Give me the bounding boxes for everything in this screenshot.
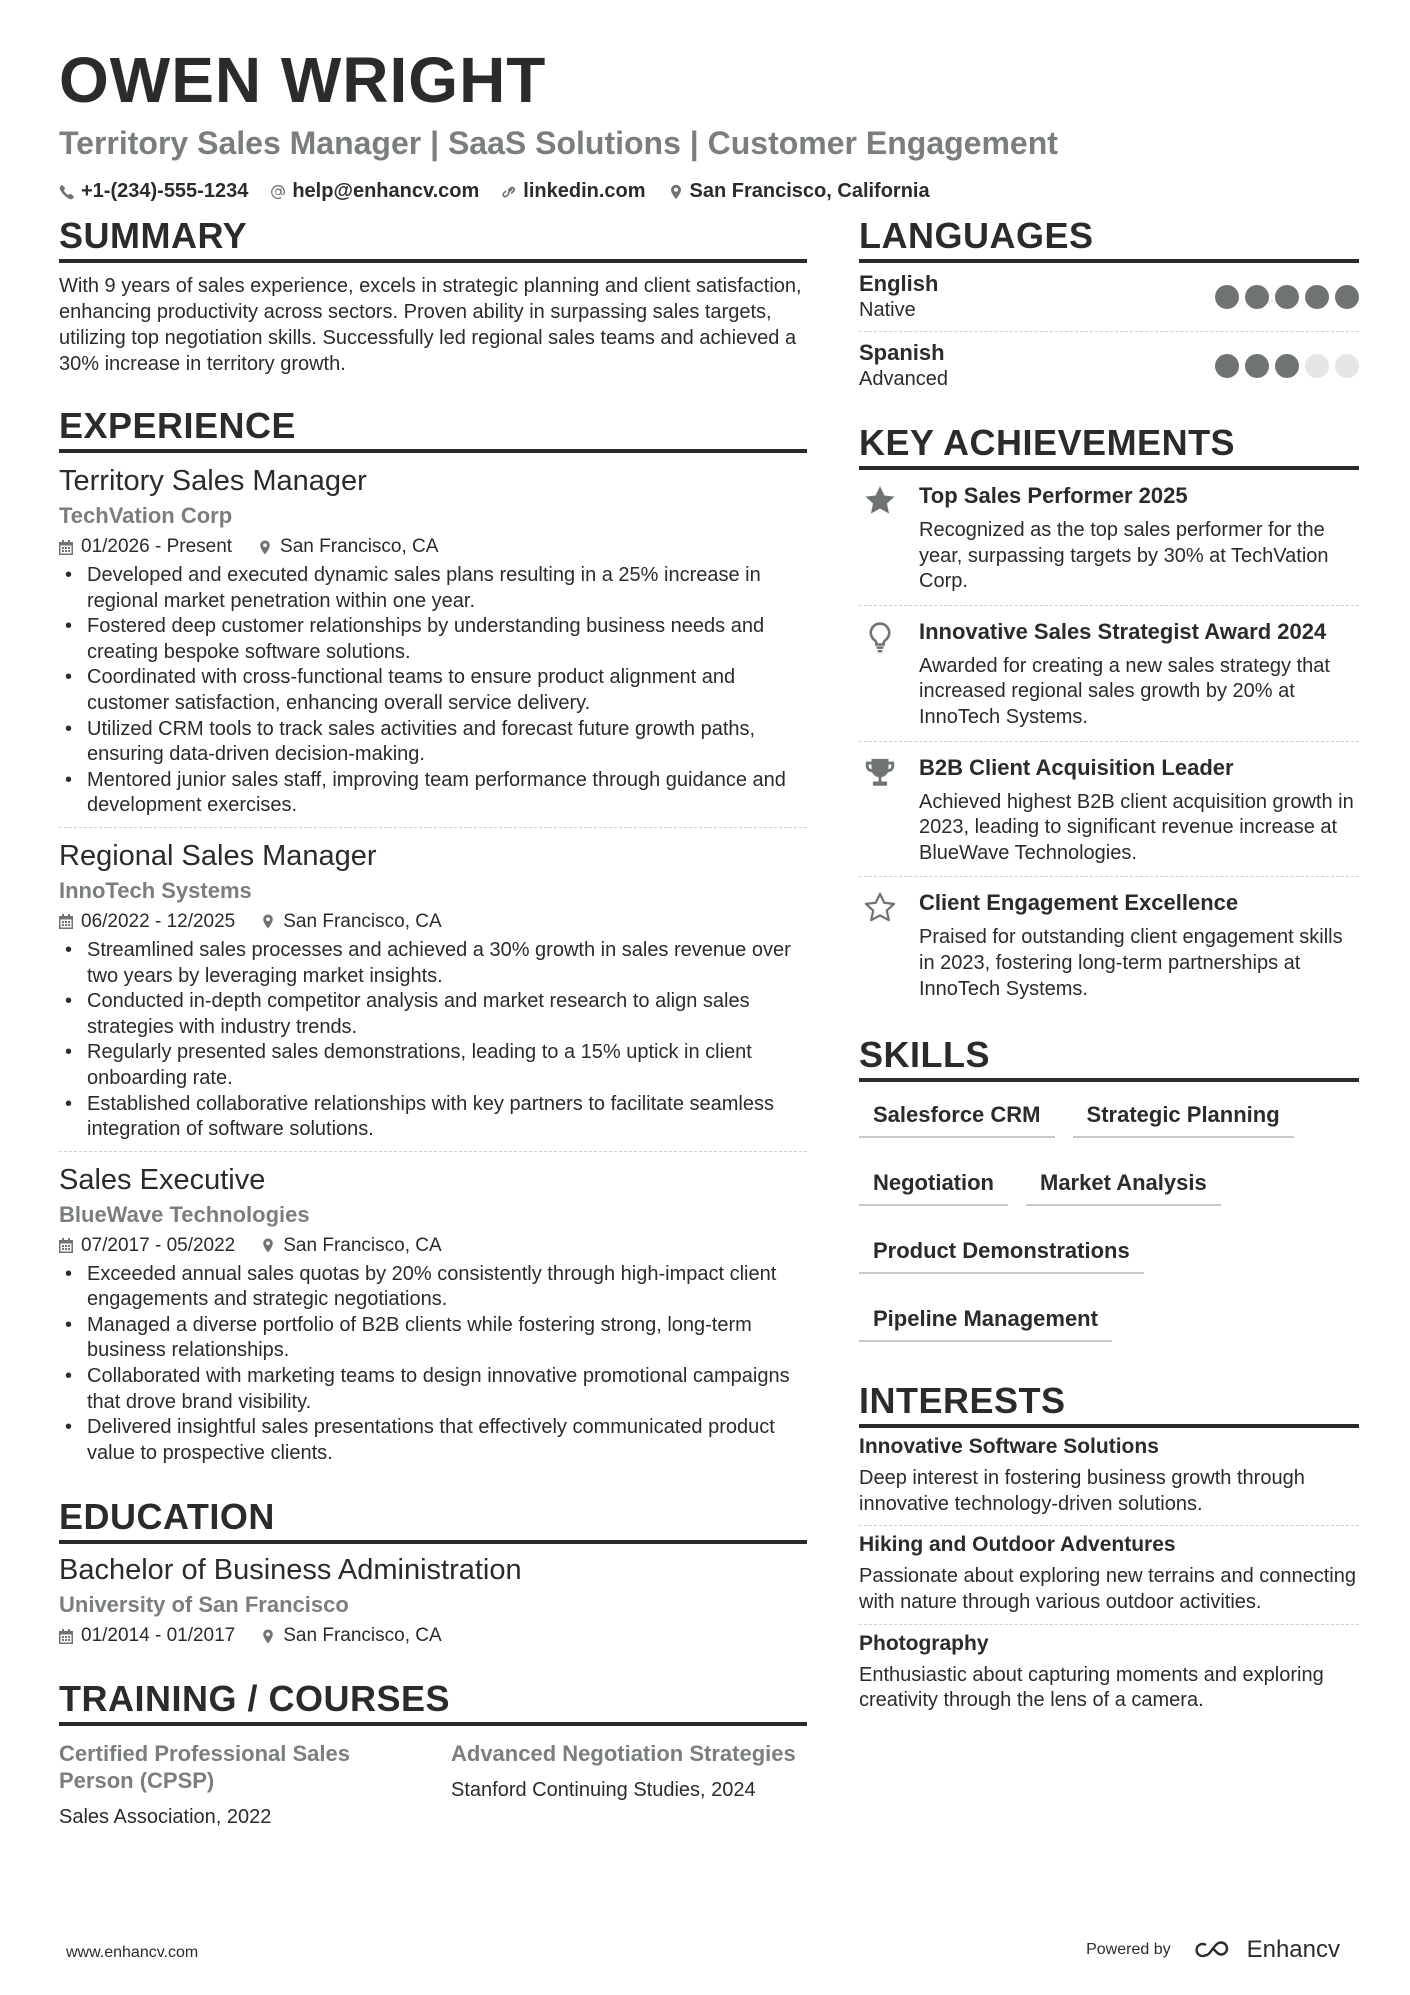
job-title: Territory Sales Manager [59,465,367,497]
languages-heading: LANGUAGES [859,215,1359,263]
contact-linkedin[interactable] [501,180,645,203]
language-item [859,263,1359,332]
footer-branding [1086,1936,1340,1964]
star-outline-icon [863,891,897,925]
course-item [451,1740,803,1830]
job-bullets [59,563,807,819]
enhancv-logo-icon [1193,1938,1239,1962]
job-location-text: San Francisco, CA [283,1234,442,1256]
job-dates [59,535,232,559]
job-meta [59,535,807,559]
achievement-description: Recognized as the top sales performer for the year, surpassing targets by 30% at TechVation Corp. [919,519,1329,593]
rating-dot-filled [1305,285,1329,309]
bullet-item: • Collaborated with marketing teams to design innovative promotional campaigns that drove brand visibility. [59,1364,807,1415]
education-meta [59,1624,807,1648]
education-location-text: San Francisco, CA [283,1625,442,1647]
location-text: San Francisco, California [689,180,930,202]
trophy-icon [863,756,897,790]
education-dates-text: 01/2014 - 01/2017 [81,1625,236,1647]
job-title: Sales Executive [59,1163,266,1196]
candidate-name: OWEN WRIGHT [59,44,547,116]
job-dates [59,1234,235,1258]
bullet-item: • Utilized CRM tools to track sales activities and forecast future growth paths, ensuring data-driven decision-making. [59,717,807,768]
bullet-item: • Delivered insightful sales presentations that effectively communicated product value to prospective clients. [59,1415,807,1466]
achievement-item [859,877,1359,1012]
experience-item [59,453,807,828]
lightbulb-icon [863,620,897,654]
experience-heading: EXPERIENCE [59,405,807,453]
calendar-icon [59,540,73,555]
phone-text: +1-(234)-555-1234 [81,180,249,202]
job-meta [59,1234,807,1258]
interest-title: Hiking and Outdoor Adventures [859,1533,1176,1557]
location-pin-icon [668,184,684,200]
interest-item [859,1625,1359,1722]
education-dates [59,1624,235,1648]
contact-email[interactable] [270,180,479,203]
candidate-headline: Territory Sales Manager | SaaS Solutions | Customer Engagement [59,125,1058,161]
rating-dot-filled [1245,285,1269,309]
course-provider: Stanford Continuing Studies, 2024 [451,1779,756,1802]
job-bullets [59,1262,807,1467]
course-item [59,1740,411,1830]
job-bullets [59,938,807,1143]
interest-item [859,1428,1359,1526]
skill-tag: Salesforce CRM [859,1086,1055,1138]
interest-description: Deep interest in fostering business growth through innovative technology-driven solutions. [859,1467,1305,1515]
language-name: Spanish [859,340,945,365]
experience-item [59,1152,807,1475]
skill-tag: Product Demonstrations [859,1222,1144,1274]
summary-heading: SUMMARY [59,215,807,263]
achievement-title: Client Engagement Excellence [919,890,1239,916]
company-name: BlueWave Technologies [59,1201,310,1227]
skill-tag: Pipeline Management [859,1290,1112,1342]
bullet-item: • Streamlined sales processes and achieved a 30% growth in sales revenue over two years by leveraging market insights. [59,938,807,989]
achievement-description: Awarded for creating a new sales strategy that increased regional sales growth by 20% at InnoTech Systems. [919,654,1330,728]
achievement-title: Innovative Sales Strategist Award 2024 [919,618,1327,644]
job-dates-text: 01/2026 - Present [81,536,233,557]
language-rating [1215,285,1359,309]
course-provider: Sales Association, 2022 [59,1806,272,1829]
summary-text: With 9 years of sales experience, excels in strategic planning and client satisfaction, enhancing productivity across sectors. Proven ability in surpassing sales targets, utilizing top negotiation skills. Successfully led regional sales teams and achieved a 30% increase in territory growth. [59,275,802,375]
bullet-item: • Conducted in-depth competitor analysis and market research to align sales strategies with industry trends. [59,989,807,1040]
summary-section [59,215,807,377]
email-text: help@enhancv.com [292,180,480,202]
left-column [59,215,807,1852]
job-location-text: San Francisco, CA [283,910,442,932]
job-location [261,1234,441,1258]
interests-heading: INTERESTS [859,1380,1359,1428]
powered-by-label: Powered by [1086,1941,1171,1958]
achievement-description: Achieved highest B2B client acquisition growth in 2023, leading to significant revenue increase at BlueWave Technologies. [919,790,1354,864]
rating-dot-filled [1275,285,1299,309]
rating-dot-empty [1335,354,1359,378]
star-icon [863,484,897,518]
bullet-item: • Fostered deep customer relationships by understanding business needs and creating bespoke software solutions. [59,614,807,665]
location-pin-icon [261,1238,275,1253]
training-section [59,1678,807,1830]
bullet-item: • Mentored junior sales staff, improving team performance through guidance and development exercises. [59,768,807,819]
experience-item [59,828,807,1152]
rating-dot-filled [1245,354,1269,378]
achievement-title: B2B Client Acquisition Leader [919,754,1234,780]
job-dates-text: 06/2022 - 12/2025 [81,910,236,932]
language-item [859,332,1359,400]
education-section [59,1496,807,1656]
location-pin-icon [261,1629,275,1644]
contact-location [668,180,930,203]
location-pin-icon [258,540,272,555]
education-item [59,1544,807,1656]
achievement-description: Praised for outstanding client engagement skills in 2023, fostering long-term partnerships at InnoTech Systems. [919,926,1343,1000]
experience-section [59,405,807,1474]
skill-tag: Strategic Planning [1073,1086,1294,1138]
course-title: Certified Professional Sales Person (CPSP) [59,1741,350,1794]
achievement-item [859,470,1359,606]
interest-description: Passionate about exploring new terrains and connecting with nature through various outdoor activities. [859,1565,1356,1613]
brand-name: Enhancv [1246,1936,1340,1963]
calendar-icon [59,1238,73,1253]
languages-section [859,215,1359,400]
language-rating [1215,354,1359,378]
footer-website[interactable]: www.enhancv.com [66,1944,199,1961]
interest-title: Innovative Software Solutions [859,1435,1159,1459]
calendar-icon [59,1629,73,1644]
contact-bar [59,180,1359,203]
job-location [261,910,441,934]
rating-dot-filled [1335,285,1359,309]
job-dates [59,910,235,934]
interest-item [859,1526,1359,1624]
language-level: Advanced [859,368,948,390]
job-location-text: San Francisco, CA [280,536,439,557]
skills-heading: SKILLS [859,1034,1359,1082]
training-heading: TRAINING / COURSES [59,1678,807,1726]
course-title: Advanced Negotiation Strategies [451,1741,796,1767]
calendar-icon [59,914,73,929]
brand-logo[interactable] [1193,1936,1340,1964]
job-location [258,535,438,559]
bullet-item: • Managed a diverse portfolio of B2B clients while fostering strong, long-term business relationships. [59,1313,807,1364]
interest-description: Enthusiastic about capturing moments and exploring creativity through the lens of a camera. [859,1663,1324,1712]
company-name: TechVation Corp [59,503,233,528]
degree-title: Bachelor of Business Administration [59,1554,522,1587]
education-location [261,1624,441,1648]
resume-header [59,44,1359,203]
location-pin-icon [261,914,275,929]
education-heading: EDUCATION [59,1496,807,1544]
company-name: InnoTech Systems [59,877,252,903]
skill-tag: Market Analysis [1026,1154,1221,1206]
link-icon [501,184,517,200]
achievement-title: Top Sales Performer 2025 [919,483,1188,508]
job-dates-text: 07/2017 - 05/2022 [81,1234,236,1256]
rating-dot-filled [1215,285,1239,309]
achievement-item [859,742,1359,878]
rating-dot-empty [1305,354,1329,378]
skill-tag: Negotiation [859,1154,1008,1206]
bullet-item: • Established collaborative relationships with key partners to facilitate seamless integration of software solutions. [59,1092,807,1143]
skills-list [859,1086,1359,1358]
achievements-heading: KEY ACHIEVEMENTS [859,422,1359,470]
job-meta [59,910,807,934]
training-list [59,1740,807,1830]
at-icon [270,184,286,200]
skills-section [859,1034,1359,1358]
achievements-section [859,422,1359,1012]
linkedin-text: linkedin.com [523,180,646,202]
interests-section [859,1380,1359,1722]
contact-phone[interactable] [59,180,248,203]
rating-dot-filled [1275,354,1299,378]
language-level: Native [859,299,916,321]
bullet-item: • Exceeded annual sales quotas by 20% consistently through high-impact client engagements and strategic negotiations. [59,1262,807,1313]
school-name: University of San Francisco [59,1592,349,1618]
interest-title: Photography [859,1631,989,1655]
bullet-item: • Regularly presented sales demonstrations, leading to a 15% uptick in client onboarding rate. [59,1040,807,1091]
job-title: Regional Sales Manager [59,839,377,872]
right-column [859,215,1359,1744]
bullet-item: • Coordinated with cross-functional teams to ensure product alignment and customer satisfaction, enhancing overall service delivery. [59,665,807,716]
rating-dot-filled [1215,354,1239,378]
language-name: English [859,271,939,296]
achievement-item [859,606,1359,742]
phone-icon [59,184,75,200]
bullet-item: • Developed and executed dynamic sales plans resulting in a 25% increase in regional market penetration within one year. [59,563,807,614]
